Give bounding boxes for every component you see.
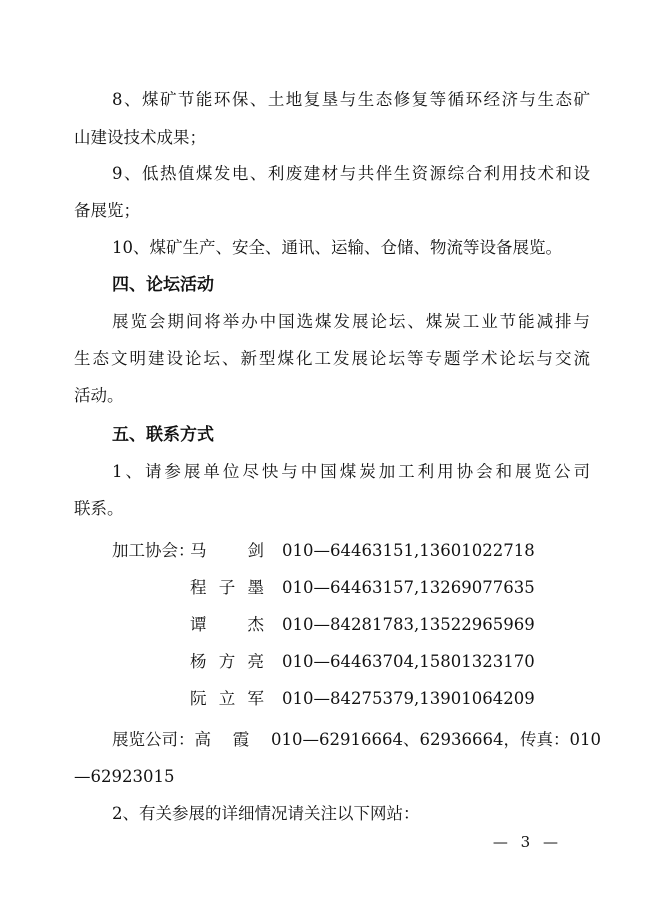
section-4-heading: 四、论坛活动: [112, 275, 214, 295]
contact-row: [190, 540, 535, 562]
section-4-para-line-1: 展览会期间将举办中国选煤发展论坛、煤炭工业节能减排与: [112, 312, 590, 331]
contact-name: 程子墨: [190, 578, 264, 597]
exhibition-company-line-1: 展览公司：高 霞 010—62916664、62936664，传真：010: [112, 730, 601, 749]
exhibition-company-line-2: —62923015: [74, 767, 175, 786]
page-number: — 3 —: [492, 833, 562, 851]
contact-phone: 010—84281783,13522965969: [282, 615, 535, 634]
item-9-line-2: 备展览；: [74, 201, 140, 220]
section-5-heading: 五、联系方式: [112, 425, 214, 445]
contact-name: 谭 杰: [190, 615, 264, 634]
section-5-para-2: 2、有关参展的详细情况请关注以下网站：: [112, 804, 420, 823]
association-label: 加工协会：: [112, 541, 195, 560]
item-9-line-1: 9、低热值煤发电、利废建材与共伴生资源综合利用技术和设: [112, 164, 590, 183]
contact-name: 阮立军: [190, 689, 264, 708]
section-5-para-1-line-1: 1、请参展单位尽快与中国煤炭加工利用协会和展览公司: [112, 462, 590, 481]
section-4-para-line-2: 生态文明建设论坛、新型煤化工发展论坛等专题学术论坛与交流: [74, 349, 590, 368]
contact-phone: 010—64463157,13269077635: [282, 578, 535, 597]
contact-name: 马 剑: [190, 541, 264, 560]
item-8-line-2: 山建设技术成果；: [74, 128, 206, 147]
contact-name: 杨方亮: [190, 652, 264, 671]
item-10: 10、煤矿生产、安全、通讯、运输、仓储、物流等设备展览。: [112, 238, 562, 257]
contact-phone: 010—84275379,13901064209: [282, 689, 535, 708]
section-5-para-1-line-2: 联系。: [74, 499, 124, 518]
item-8-line-1: 8、煤矿节能环保、土地复垦与生态修复等循环经济与生态矿: [112, 90, 590, 109]
contact-row: [190, 614, 535, 636]
contact-row: [190, 651, 535, 673]
contact-row: [190, 688, 535, 710]
contact-phone: 010—64463704,15801323170: [282, 652, 535, 671]
section-4-para-line-3: 活动。: [74, 386, 124, 405]
contact-phone: 010—64463151,13601022718: [282, 541, 535, 560]
contact-row: [190, 577, 535, 599]
